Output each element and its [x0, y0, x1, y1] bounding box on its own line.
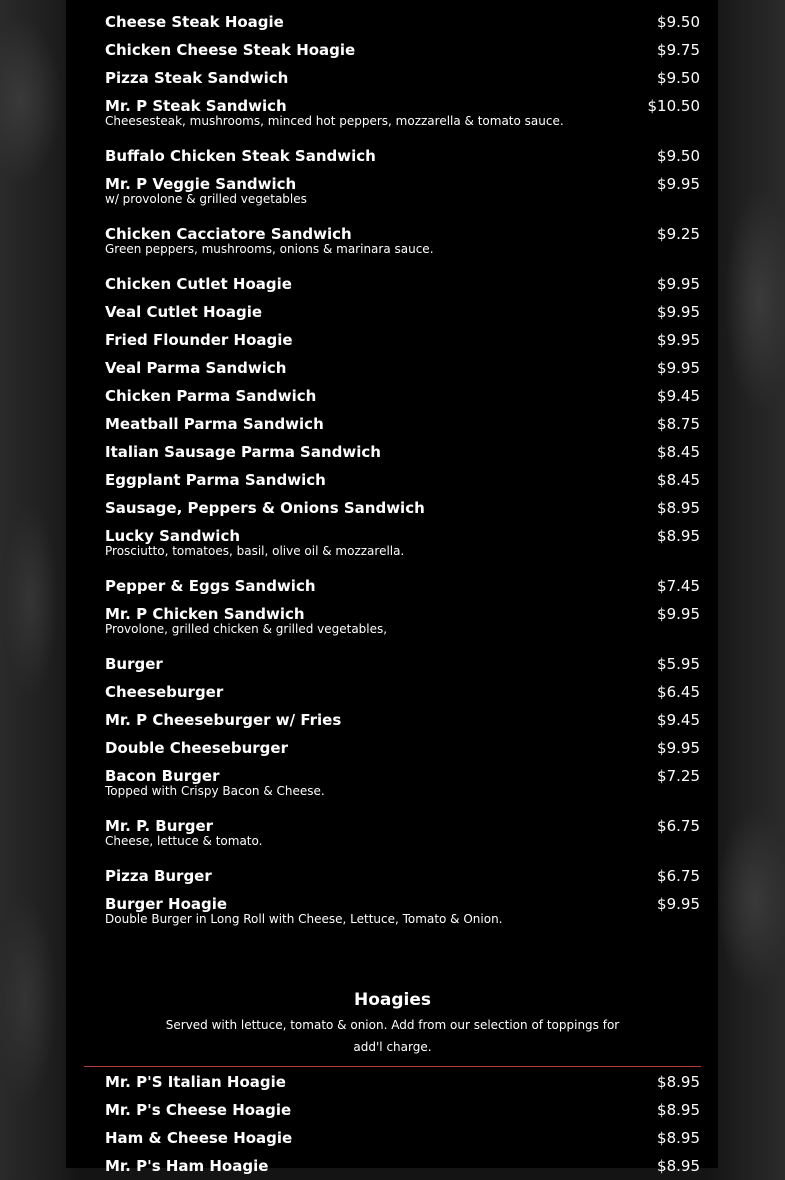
- menu-item-name: Lucky Sandwich: [105, 527, 241, 545]
- menu-item: [105, 1124, 700, 1152]
- menu-item-name: Double Cheeseburger: [105, 739, 288, 757]
- menu-item-name: Chicken Cacciatore Sandwich: [105, 225, 352, 243]
- menu-item-price: $9.50: [657, 13, 700, 31]
- menu-item: [105, 706, 700, 734]
- menu-item-description: w/ provolone & grilled vegetables: [105, 192, 307, 206]
- menu-item-price: $9.95: [657, 331, 700, 349]
- menu-item: [105, 8, 700, 36]
- menu-item-name: Mr. P. Burger: [105, 817, 214, 835]
- menu-item: [105, 466, 700, 494]
- menu-item-name: Ham & Cheese Hoagie: [105, 1129, 293, 1147]
- menu-item-price: $6.45: [657, 683, 700, 701]
- menu-item: [105, 36, 700, 64]
- menu-item-name: Pizza Steak Sandwich: [105, 69, 289, 87]
- menu-item: [105, 494, 700, 522]
- menu-item-description: Provolone, grilled chicken & grilled vegetables,: [105, 622, 388, 636]
- menu-item-price: $8.75: [657, 415, 700, 433]
- menu-item-price: $7.45: [657, 577, 700, 595]
- section-divider: [84, 1066, 701, 1067]
- menu-item: [105, 382, 700, 410]
- menu-item: [105, 734, 700, 762]
- menu-item: [105, 1096, 700, 1124]
- menu-item-name: Cheeseburger: [105, 683, 224, 701]
- menu-item-description: Prosciutto, tomatoes, basil, olive oil & mozzarella.: [105, 544, 405, 558]
- menu-item: [105, 270, 700, 298]
- menu-item: [105, 1068, 700, 1096]
- hoagies-menu-list: [105, 1068, 700, 1180]
- menu-item-description: Topped with Crispy Bacon & Cheese.: [105, 784, 325, 798]
- menu-item-name: Veal Parma Sandwich: [105, 359, 287, 377]
- menu-item-price: $9.75: [657, 41, 700, 59]
- menu-item-price: $8.95: [657, 1157, 700, 1175]
- menu-item: [105, 64, 700, 92]
- menu-item-name: Meatball Parma Sandwich: [105, 415, 324, 433]
- menu-item-price: $9.50: [657, 147, 700, 165]
- menu-item-price: $9.50: [657, 69, 700, 87]
- menu-item-price: $8.95: [657, 1129, 700, 1147]
- menu-item: [105, 298, 700, 326]
- menu-item-name: Veal Cutlet Hoagie: [105, 303, 263, 321]
- menu-item: [105, 410, 700, 438]
- menu-item-name: Pepper & Eggs Sandwich: [105, 577, 316, 595]
- menu-item-price: $9.95: [657, 739, 700, 757]
- menu-item-name: Mr. P Veggie Sandwich: [105, 175, 297, 193]
- menu-item-price: $9.95: [657, 275, 700, 293]
- menu-item-price: $7.25: [657, 767, 700, 785]
- menu-item-name: Italian Sausage Parma Sandwich: [105, 443, 381, 461]
- menu-item: [105, 862, 700, 890]
- menu-item-name: Eggplant Parma Sandwich: [105, 471, 326, 489]
- menu-item: [105, 650, 700, 678]
- menu-item-price: $8.45: [657, 471, 700, 489]
- menu-item-price: $9.45: [657, 711, 700, 729]
- menu-item-name: Mr. P Cheeseburger w/ Fries: [105, 711, 342, 729]
- menu-item-price: $9.95: [657, 605, 700, 623]
- menu-item: [105, 354, 700, 382]
- menu-item-price: $6.75: [657, 867, 700, 885]
- sandwich-menu-list: [105, 0, 700, 940]
- menu-item: [105, 142, 700, 170]
- menu-item-name: Burger Hoagie: [105, 895, 228, 913]
- menu-item-name: Bacon Burger: [105, 767, 220, 785]
- menu-item-price: $8.95: [657, 1073, 700, 1091]
- menu-item-name: Sausage, Peppers & Onions Sandwich: [105, 499, 425, 517]
- menu-item-price: $8.95: [657, 1101, 700, 1119]
- menu-item-name: Chicken Cutlet Hoagie: [105, 275, 292, 293]
- menu-item-name: Mr. P'S Italian Hoagie: [105, 1073, 286, 1091]
- menu-item-price: $9.95: [657, 895, 700, 913]
- menu-item-name: Mr. P's Ham Hoagie: [105, 1157, 269, 1175]
- menu-item-name: Mr. P Steak Sandwich: [105, 97, 287, 115]
- menu-item-name: Pizza Burger: [105, 867, 212, 885]
- menu-item-price: $8.95: [657, 527, 700, 545]
- menu-item-name: Buffalo Chicken Steak Sandwich: [105, 147, 376, 165]
- menu-item-price: $9.95: [657, 303, 700, 321]
- menu-item: [105, 678, 700, 706]
- menu-item: [105, 572, 700, 600]
- menu-item-name: Chicken Cheese Steak Hoagie: [105, 41, 356, 59]
- menu-item: [105, 326, 700, 354]
- menu-item-description: Double Burger in Long Roll with Cheese, Lettuce, Tomato & Onion.: [105, 912, 503, 926]
- menu-item-name: Mr. P's Cheese Hoagie: [105, 1101, 292, 1119]
- menu-item-price: $9.95: [657, 175, 700, 193]
- menu-item-description: Green peppers, mushrooms, onions & marinara sauce.: [105, 242, 434, 256]
- menu-item-name: Burger: [105, 655, 163, 673]
- section-subtitle: Served with lettuce, tomato & onion. Add from our selection of toppings for add'l charge.: [165, 1018, 620, 1054]
- menu-item-price: $9.45: [657, 387, 700, 405]
- menu-item-name: Fried Flounder Hoagie: [105, 331, 293, 349]
- menu-item-price: $10.50: [647, 97, 700, 115]
- menu-item-description: Cheesesteak, mushrooms, minced hot peppers, mozzarella & tomato sauce.: [105, 114, 564, 128]
- menu-item: [105, 438, 700, 466]
- menu-item-description: Cheese, lettuce & tomato.: [105, 834, 263, 848]
- menu-item-price: $6.75: [657, 817, 700, 835]
- menu-item: [105, 1152, 700, 1180]
- menu-item-name: Chicken Parma Sandwich: [105, 387, 317, 405]
- menu-item-name: Cheese Steak Hoagie: [105, 13, 284, 31]
- menu-item-price: $9.25: [657, 225, 700, 243]
- menu-item-price: $8.95: [657, 499, 700, 517]
- menu-item-price: $9.95: [657, 359, 700, 377]
- hoagies-section: [84, 986, 701, 1067]
- section-title: Hoagies: [353, 990, 432, 1010]
- menu-item-price: $8.45: [657, 443, 700, 461]
- menu-item-price: $5.95: [657, 655, 700, 673]
- menu-item-name: Mr. P Chicken Sandwich: [105, 605, 305, 623]
